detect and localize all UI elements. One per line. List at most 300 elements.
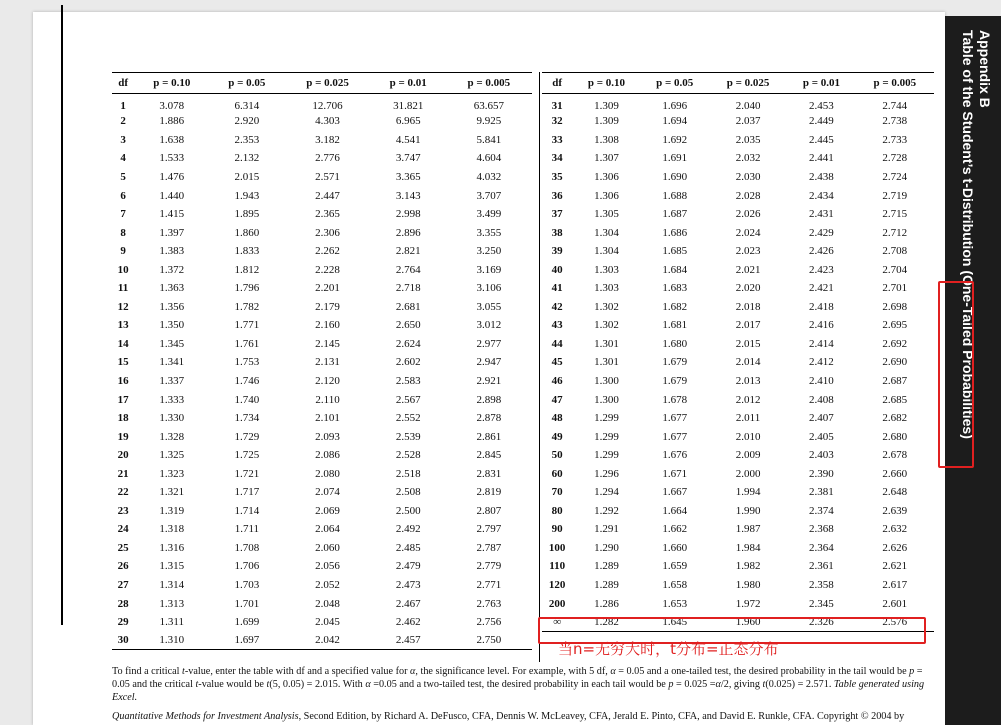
df-cell: 26 <box>117 560 129 573</box>
critical-value-cell: 2.018 <box>735 300 761 313</box>
critical-value-cell: 2.441 <box>809 152 834 165</box>
critical-value-cell: 2.013 <box>735 374 761 387</box>
critical-value-cell: 2.724 <box>882 170 908 183</box>
critical-value-cell: 2.508 <box>395 486 421 499</box>
table-row <box>112 223 532 242</box>
table-row <box>112 427 532 446</box>
critical-value-cell: 2.045 <box>315 616 340 629</box>
critical-value-cell: 1.314 <box>159 578 185 591</box>
critical-value-cell: 1.729 <box>234 430 260 443</box>
handwritten-annotation: 当n=无穷大时，t分布=正态分布 <box>558 640 779 658</box>
source-citation: Quantitative Methods for Investment Analysis, Second Edition, by Richard A. DeFusco, CFA, Dennis W. McLeavey, CFA, Jerald E. Pinto, CFA, and David E. Runkle, CFA. Copyright © 2004 by <box>112 711 905 722</box>
critical-value-cell: 1.300 <box>594 374 619 387</box>
critical-value-cell: 1.696 <box>662 99 688 112</box>
table-row <box>542 353 934 372</box>
critical-value-cell: 2.368 <box>809 523 834 536</box>
critical-value-cell: 1.307 <box>594 152 619 165</box>
critical-value-cell: 1.761 <box>234 337 260 350</box>
critical-value-cell: 2.445 <box>809 133 834 146</box>
critical-value-cell: 3.143 <box>395 189 421 202</box>
critical-value-cell: 2.698 <box>882 300 908 313</box>
critical-value-cell: 2.418 <box>809 300 834 313</box>
table-row <box>112 242 532 261</box>
critical-value-cell: 2.014 <box>735 356 761 369</box>
left-margin-rule <box>61 5 63 625</box>
critical-value-cell: 1.658 <box>662 578 688 591</box>
critical-value-cell: 1.860 <box>234 226 260 239</box>
table-row <box>112 483 532 502</box>
critical-value-cell: 2.947 <box>476 356 502 369</box>
table-row <box>542 464 934 483</box>
critical-value-cell: 2.878 <box>476 412 502 425</box>
critical-value-cell: 6.314 <box>234 99 260 112</box>
critical-value-cell: 1.321 <box>159 486 185 499</box>
critical-value-cell: 2.704 <box>882 263 908 276</box>
critical-value-cell: 1.476 <box>159 170 185 183</box>
table-row <box>542 149 934 168</box>
critical-value-cell: 2.060 <box>315 541 340 554</box>
critical-value-cell: 2.040 <box>735 99 761 112</box>
header-row <box>112 73 532 94</box>
critical-value-cell: 2.681 <box>395 300 421 313</box>
critical-value-cell: 4.303 <box>315 115 340 128</box>
critical-value-cell: 1.415 <box>159 208 185 221</box>
df-cell: 19 <box>117 430 129 443</box>
critical-value-cell: 2.015 <box>735 337 761 350</box>
critical-value-cell: 2.012 <box>735 393 761 406</box>
critical-value-cell: 2.485 <box>395 541 421 554</box>
table-row <box>542 594 934 613</box>
critical-value-cell: 1.676 <box>662 449 688 462</box>
critical-value-cell: 2.416 <box>809 319 834 332</box>
critical-value-cell: 2.412 <box>809 356 834 369</box>
df-cell: 200 <box>548 597 566 610</box>
table-row <box>542 390 934 409</box>
critical-value-cell: 3.250 <box>476 245 502 258</box>
critical-value-cell: 2.920 <box>234 115 260 128</box>
critical-value-cell: 2.228 <box>315 263 340 276</box>
critical-value-cell: 2.410 <box>809 374 834 387</box>
df-cell: 38 <box>551 226 563 239</box>
critical-value-cell: 1.943 <box>234 189 260 202</box>
critical-value-cell: 6.965 <box>395 115 421 128</box>
critical-value-cell: 1.691 <box>662 152 688 165</box>
critical-value-cell: 2.042 <box>315 634 340 647</box>
critical-value-cell: 2.037 <box>735 115 761 128</box>
critical-value-cell: 2.447 <box>315 189 340 202</box>
critical-value-cell: 2.708 <box>882 245 908 258</box>
df-cell: 90 <box>551 523 563 536</box>
df-cell: 13 <box>117 319 129 332</box>
table-row <box>112 353 532 372</box>
df-cell: 70 <box>551 486 563 499</box>
critical-value-cell: 2.861 <box>476 430 502 443</box>
table-row <box>112 205 532 224</box>
df-cell: 6 <box>120 189 126 202</box>
critical-value-cell: 1.306 <box>594 189 619 202</box>
column-header-p: p = 0.10 <box>587 77 626 89</box>
critical-value-cell: 2.500 <box>395 504 421 517</box>
critical-value-cell: 2.695 <box>882 319 908 332</box>
df-cell: ∞ <box>553 615 562 628</box>
df-cell: 45 <box>551 356 563 369</box>
critical-value-cell: 1.796 <box>234 282 260 295</box>
critical-value-cell: 3.078 <box>159 99 185 112</box>
column-header-p: p = 0.025 <box>306 77 349 89</box>
df-cell: 25 <box>117 541 129 554</box>
critical-value-cell: 2.326 <box>809 615 834 628</box>
table-row <box>542 168 934 187</box>
critical-value-cell: 2.898 <box>476 393 502 406</box>
table-row <box>112 168 532 187</box>
df-cell: 34 <box>551 152 563 165</box>
critical-value-cell: 3.499 <box>476 208 502 221</box>
critical-value-cell: 1.671 <box>662 467 688 480</box>
table-row <box>542 186 934 205</box>
df-cell: 18 <box>117 412 129 425</box>
df-cell: 28 <box>117 597 129 610</box>
df-cell: 5 <box>120 170 126 183</box>
critical-value-cell: 63.657 <box>473 99 504 112</box>
critical-value-cell: 1.987 <box>735 523 761 536</box>
column-header-p: p = 0.01 <box>389 77 427 89</box>
critical-value-cell: 2.345 <box>809 597 834 610</box>
critical-value-cell: 2.358 <box>809 578 834 591</box>
critical-value-cell: 1.684 <box>662 263 688 276</box>
critical-value-cell: 2.390 <box>809 467 834 480</box>
critical-value-cell: 2.718 <box>395 282 421 295</box>
critical-value-cell: 2.024 <box>735 226 761 239</box>
critical-value-cell: 1.703 <box>234 578 260 591</box>
critical-value-cell: 2.728 <box>882 152 908 165</box>
critical-value-cell: 1.306 <box>594 170 619 183</box>
table-row <box>542 316 934 335</box>
critical-value-cell: 1.356 <box>159 300 185 313</box>
critical-value-cell: 1.725 <box>234 449 260 462</box>
critical-value-cell: 1.299 <box>594 449 619 462</box>
table-row <box>542 279 934 298</box>
critical-value-cell: 1.771 <box>234 319 260 332</box>
critical-value-cell: 1.685 <box>662 245 688 258</box>
critical-value-cell: 2.845 <box>476 449 502 462</box>
critical-value-cell: 2.048 <box>315 597 340 610</box>
critical-value-cell: 2.145 <box>315 337 340 350</box>
critical-value-cell: 1.645 <box>662 615 688 628</box>
df-cell: 24 <box>117 523 129 536</box>
critical-value-cell: 2.429 <box>809 226 834 239</box>
df-cell: 44 <box>551 337 563 350</box>
df-cell: 50 <box>551 449 563 462</box>
critical-value-cell: 2.414 <box>809 337 834 350</box>
critical-value-cell: 2.009 <box>735 449 761 462</box>
table-row <box>112 576 532 595</box>
critical-value-cell: 2.032 <box>735 152 761 165</box>
table-row <box>112 390 532 409</box>
critical-value-cell: 2.080 <box>315 467 340 480</box>
critical-value-cell: 1.372 <box>159 263 185 276</box>
critical-value-cell: 1.690 <box>662 170 688 183</box>
critical-value-cell: 2.021 <box>735 263 761 276</box>
critical-value-cell: 1.303 <box>594 282 619 295</box>
critical-value-cell: 2.431 <box>809 208 834 221</box>
critical-value-cell: 2.896 <box>395 226 421 239</box>
critical-value-cell: 2.539 <box>395 430 421 443</box>
critical-value-cell: 2.621 <box>882 560 908 573</box>
critical-value-cell: 1.667 <box>662 486 688 499</box>
column-header-p: p = 0.01 <box>802 77 840 89</box>
critical-value-cell: 1.740 <box>234 393 260 406</box>
critical-value-cell: 2.020 <box>735 282 761 295</box>
critical-value-cell: 1.662 <box>662 523 688 536</box>
critical-value-cell: 1.677 <box>662 430 688 443</box>
critical-value-cell: 2.069 <box>315 504 340 517</box>
critical-value-cell: 1.304 <box>594 226 619 239</box>
critical-value-cell: 2.374 <box>809 504 834 517</box>
critical-value-cell: 1.296 <box>594 467 619 480</box>
critical-value-cell: 2.131 <box>315 356 340 369</box>
df-cell: 120 <box>548 578 566 591</box>
table-row <box>542 335 934 354</box>
critical-value-cell: 2.776 <box>315 152 340 165</box>
critical-value-cell: 3.747 <box>395 152 421 165</box>
critical-value-cell: 2.026 <box>735 208 761 221</box>
table-row <box>112 520 532 539</box>
header-row <box>542 73 934 94</box>
critical-value-cell: 1.982 <box>735 560 761 573</box>
critical-value-cell: 1.717 <box>234 486 260 499</box>
df-cell: 29 <box>117 616 129 629</box>
critical-value-cell: 2.028 <box>735 189 761 202</box>
critical-value-cell: 2.648 <box>882 486 908 499</box>
df-cell: 3 <box>120 133 126 146</box>
table-row <box>112 594 532 613</box>
critical-value-cell: 2.626 <box>882 541 908 554</box>
critical-value-cell: 1.286 <box>594 597 619 610</box>
critical-value-cell: 9.925 <box>476 115 502 128</box>
critical-value-cell: 2.353 <box>234 133 260 146</box>
critical-value-cell: 1.440 <box>159 189 185 202</box>
df-cell: 10 <box>117 263 129 276</box>
critical-value-cell: 3.365 <box>395 170 421 183</box>
critical-value-cell: 1.301 <box>594 337 619 350</box>
critical-value-cell: 1.289 <box>594 560 619 573</box>
critical-value-cell: 1.960 <box>735 615 761 628</box>
appendix-label: Appendix B <box>977 30 993 108</box>
df-cell: 23 <box>117 504 129 517</box>
critical-value-cell: 2.101 <box>315 412 340 425</box>
table-row <box>542 502 934 521</box>
critical-value-cell: 1.290 <box>594 541 619 554</box>
critical-value-cell: 1.714 <box>234 504 260 517</box>
critical-value-cell: 2.015 <box>234 170 260 183</box>
critical-value-cell: 1.980 <box>735 578 761 591</box>
critical-value-cell: 1.310 <box>159 634 185 647</box>
critical-value-cell: 2.682 <box>882 412 908 425</box>
critical-value-cell: 1.315 <box>159 560 185 573</box>
critical-value-cell: 3.182 <box>315 133 340 146</box>
critical-value-cell: 1.711 <box>234 523 260 536</box>
t-table-left <box>112 72 532 650</box>
critical-value-cell: 2.602 <box>395 356 421 369</box>
df-cell: 30 <box>117 634 129 647</box>
table-row <box>112 502 532 521</box>
critical-value-cell: 2.408 <box>809 393 834 406</box>
critical-value-cell: 2.457 <box>395 634 421 647</box>
critical-value-cell: 1.318 <box>159 523 185 536</box>
critical-value-cell: 2.678 <box>882 449 908 462</box>
df-cell: 7 <box>120 208 126 221</box>
critical-value-cell: 2.423 <box>809 263 834 276</box>
critical-value-cell: 1.301 <box>594 356 619 369</box>
critical-value-cell: 2.921 <box>476 374 502 387</box>
df-cell: 60 <box>551 467 563 480</box>
table-row <box>112 372 532 391</box>
column-header-p: p = 0.05 <box>656 77 694 89</box>
critical-value-cell: 1.350 <box>159 319 185 332</box>
critical-value-cell: 1.302 <box>594 319 619 332</box>
critical-value-cell: 1.328 <box>159 430 185 443</box>
table-row <box>542 205 934 224</box>
df-cell: 22 <box>117 486 129 499</box>
critical-value-cell: 1.677 <box>662 412 688 425</box>
critical-value-cell: 1.305 <box>594 208 619 221</box>
critical-value-cell: 2.093 <box>315 430 340 443</box>
table-row <box>542 483 934 502</box>
critical-value-cell: 1.701 <box>234 597 260 610</box>
critical-value-cell: 2.685 <box>882 393 908 406</box>
critical-value-cell: 1.678 <box>662 393 688 406</box>
highlight-box-title <box>938 281 974 468</box>
critical-value-cell: 1.289 <box>594 578 619 591</box>
critical-value-cell: 1.687 <box>662 208 688 221</box>
critical-value-cell: 1.994 <box>735 486 761 499</box>
df-cell: 40 <box>551 263 563 276</box>
critical-value-cell: 2.528 <box>395 449 421 462</box>
critical-value-cell: 1.833 <box>234 245 260 258</box>
critical-value-cell: 3.106 <box>476 282 502 295</box>
critical-value-cell: 2.074 <box>315 486 340 499</box>
critical-value-cell: 1.990 <box>735 504 761 517</box>
column-header-p: p = 0.10 <box>153 77 191 89</box>
table-row <box>112 464 532 483</box>
critical-value-cell: 2.010 <box>735 430 761 443</box>
table-row <box>542 520 934 539</box>
critical-value-cell: 1.397 <box>159 226 185 239</box>
df-cell: 37 <box>551 208 563 221</box>
df-cell: 9 <box>120 245 126 258</box>
critical-value-cell: 1.721 <box>234 467 260 480</box>
critical-value-cell: 2.405 <box>809 430 834 443</box>
critical-value-cell: 1.363 <box>159 282 185 295</box>
critical-value-cell: 1.300 <box>594 393 619 406</box>
table-row <box>112 557 532 576</box>
df-cell: 39 <box>551 245 563 258</box>
critical-value-cell: 2.453 <box>809 99 834 112</box>
critical-value-cell: 2.035 <box>735 133 761 146</box>
critical-value-cell: 1.319 <box>159 504 185 517</box>
critical-value-cell: 1.681 <box>662 319 688 332</box>
critical-value-cell: 2.690 <box>882 356 908 369</box>
critical-value-cell: 2.361 <box>809 560 834 573</box>
column-header-p: p = 0.05 <box>228 77 266 89</box>
table-row <box>542 539 934 558</box>
critical-value-cell: 2.023 <box>735 245 761 258</box>
critical-value-cell: 2.998 <box>395 208 421 221</box>
critical-value-cell: 1.325 <box>159 449 185 462</box>
critical-value-cell: 2.449 <box>809 115 834 128</box>
critical-value-cell: 1.753 <box>234 356 260 369</box>
critical-value-cell: 2.639 <box>882 504 908 517</box>
critical-value-cell: 2.492 <box>395 523 421 536</box>
critical-value-cell: 2.576 <box>882 615 908 628</box>
critical-value-cell: 2.744 <box>882 99 908 112</box>
critical-value-cell: 1.697 <box>234 634 260 647</box>
critical-value-cell: 2.764 <box>395 263 421 276</box>
critical-value-cell: 1.683 <box>662 282 688 295</box>
df-cell: 46 <box>551 374 563 387</box>
critical-value-cell: 3.169 <box>476 263 502 276</box>
critical-value-cell: 1.746 <box>234 374 260 387</box>
critical-value-cell: 2.110 <box>315 393 340 406</box>
table-row <box>112 298 532 317</box>
critical-value-cell: 3.055 <box>476 300 502 313</box>
critical-value-cell: 1.699 <box>234 616 260 629</box>
critical-value-cell: 3.012 <box>476 319 502 332</box>
table-row <box>542 576 934 595</box>
critical-value-cell: 2.201 <box>315 282 340 295</box>
critical-value-cell: 1.302 <box>594 300 619 313</box>
critical-value-cell: 1.311 <box>159 616 184 629</box>
critical-value-cell: 1.303 <box>594 263 619 276</box>
critical-value-cell: 1.679 <box>662 356 688 369</box>
table-row <box>542 260 934 279</box>
df-cell: 1 <box>120 99 126 112</box>
critical-value-cell: 3.355 <box>476 226 502 239</box>
critical-value-cell: 2.056 <box>315 560 340 573</box>
critical-value-cell: 2.364 <box>809 541 834 554</box>
critical-value-cell: 1.323 <box>159 467 185 480</box>
critical-value-cell: 2.771 <box>476 578 502 591</box>
critical-value-cell: 2.719 <box>882 189 908 202</box>
df-cell: 43 <box>551 319 563 332</box>
critical-value-cell: 4.604 <box>476 152 502 165</box>
critical-value-cell: 2.831 <box>476 467 502 480</box>
critical-value-cell: 1.291 <box>594 523 619 536</box>
critical-value-cell: 1.638 <box>159 133 185 146</box>
critical-value-cell: 2.030 <box>735 170 761 183</box>
critical-value-cell: 1.886 <box>159 115 185 128</box>
column-divider <box>539 72 540 662</box>
critical-value-cell: 2.403 <box>809 449 834 462</box>
df-cell: 33 <box>551 133 563 146</box>
critical-value-cell: 1.782 <box>234 300 260 313</box>
critical-value-cell: 2.017 <box>735 319 761 332</box>
critical-value-cell: 1.345 <box>159 337 185 350</box>
critical-value-cell: 1.679 <box>662 374 688 387</box>
critical-value-cell: 2.421 <box>809 282 834 295</box>
df-cell: 17 <box>117 393 129 406</box>
critical-value-cell: 2.000 <box>735 467 761 480</box>
table-row <box>112 260 532 279</box>
critical-value-cell: 2.011 <box>735 412 761 425</box>
critical-value-cell: 5.841 <box>476 133 502 146</box>
critical-value-cell: 2.052 <box>315 578 340 591</box>
critical-value-cell: 2.407 <box>809 412 834 425</box>
critical-value-cell: 31.821 <box>393 99 424 112</box>
df-cell: 2 <box>120 115 126 128</box>
critical-value-cell: 2.120 <box>315 374 340 387</box>
critical-value-cell: 2.438 <box>809 170 834 183</box>
